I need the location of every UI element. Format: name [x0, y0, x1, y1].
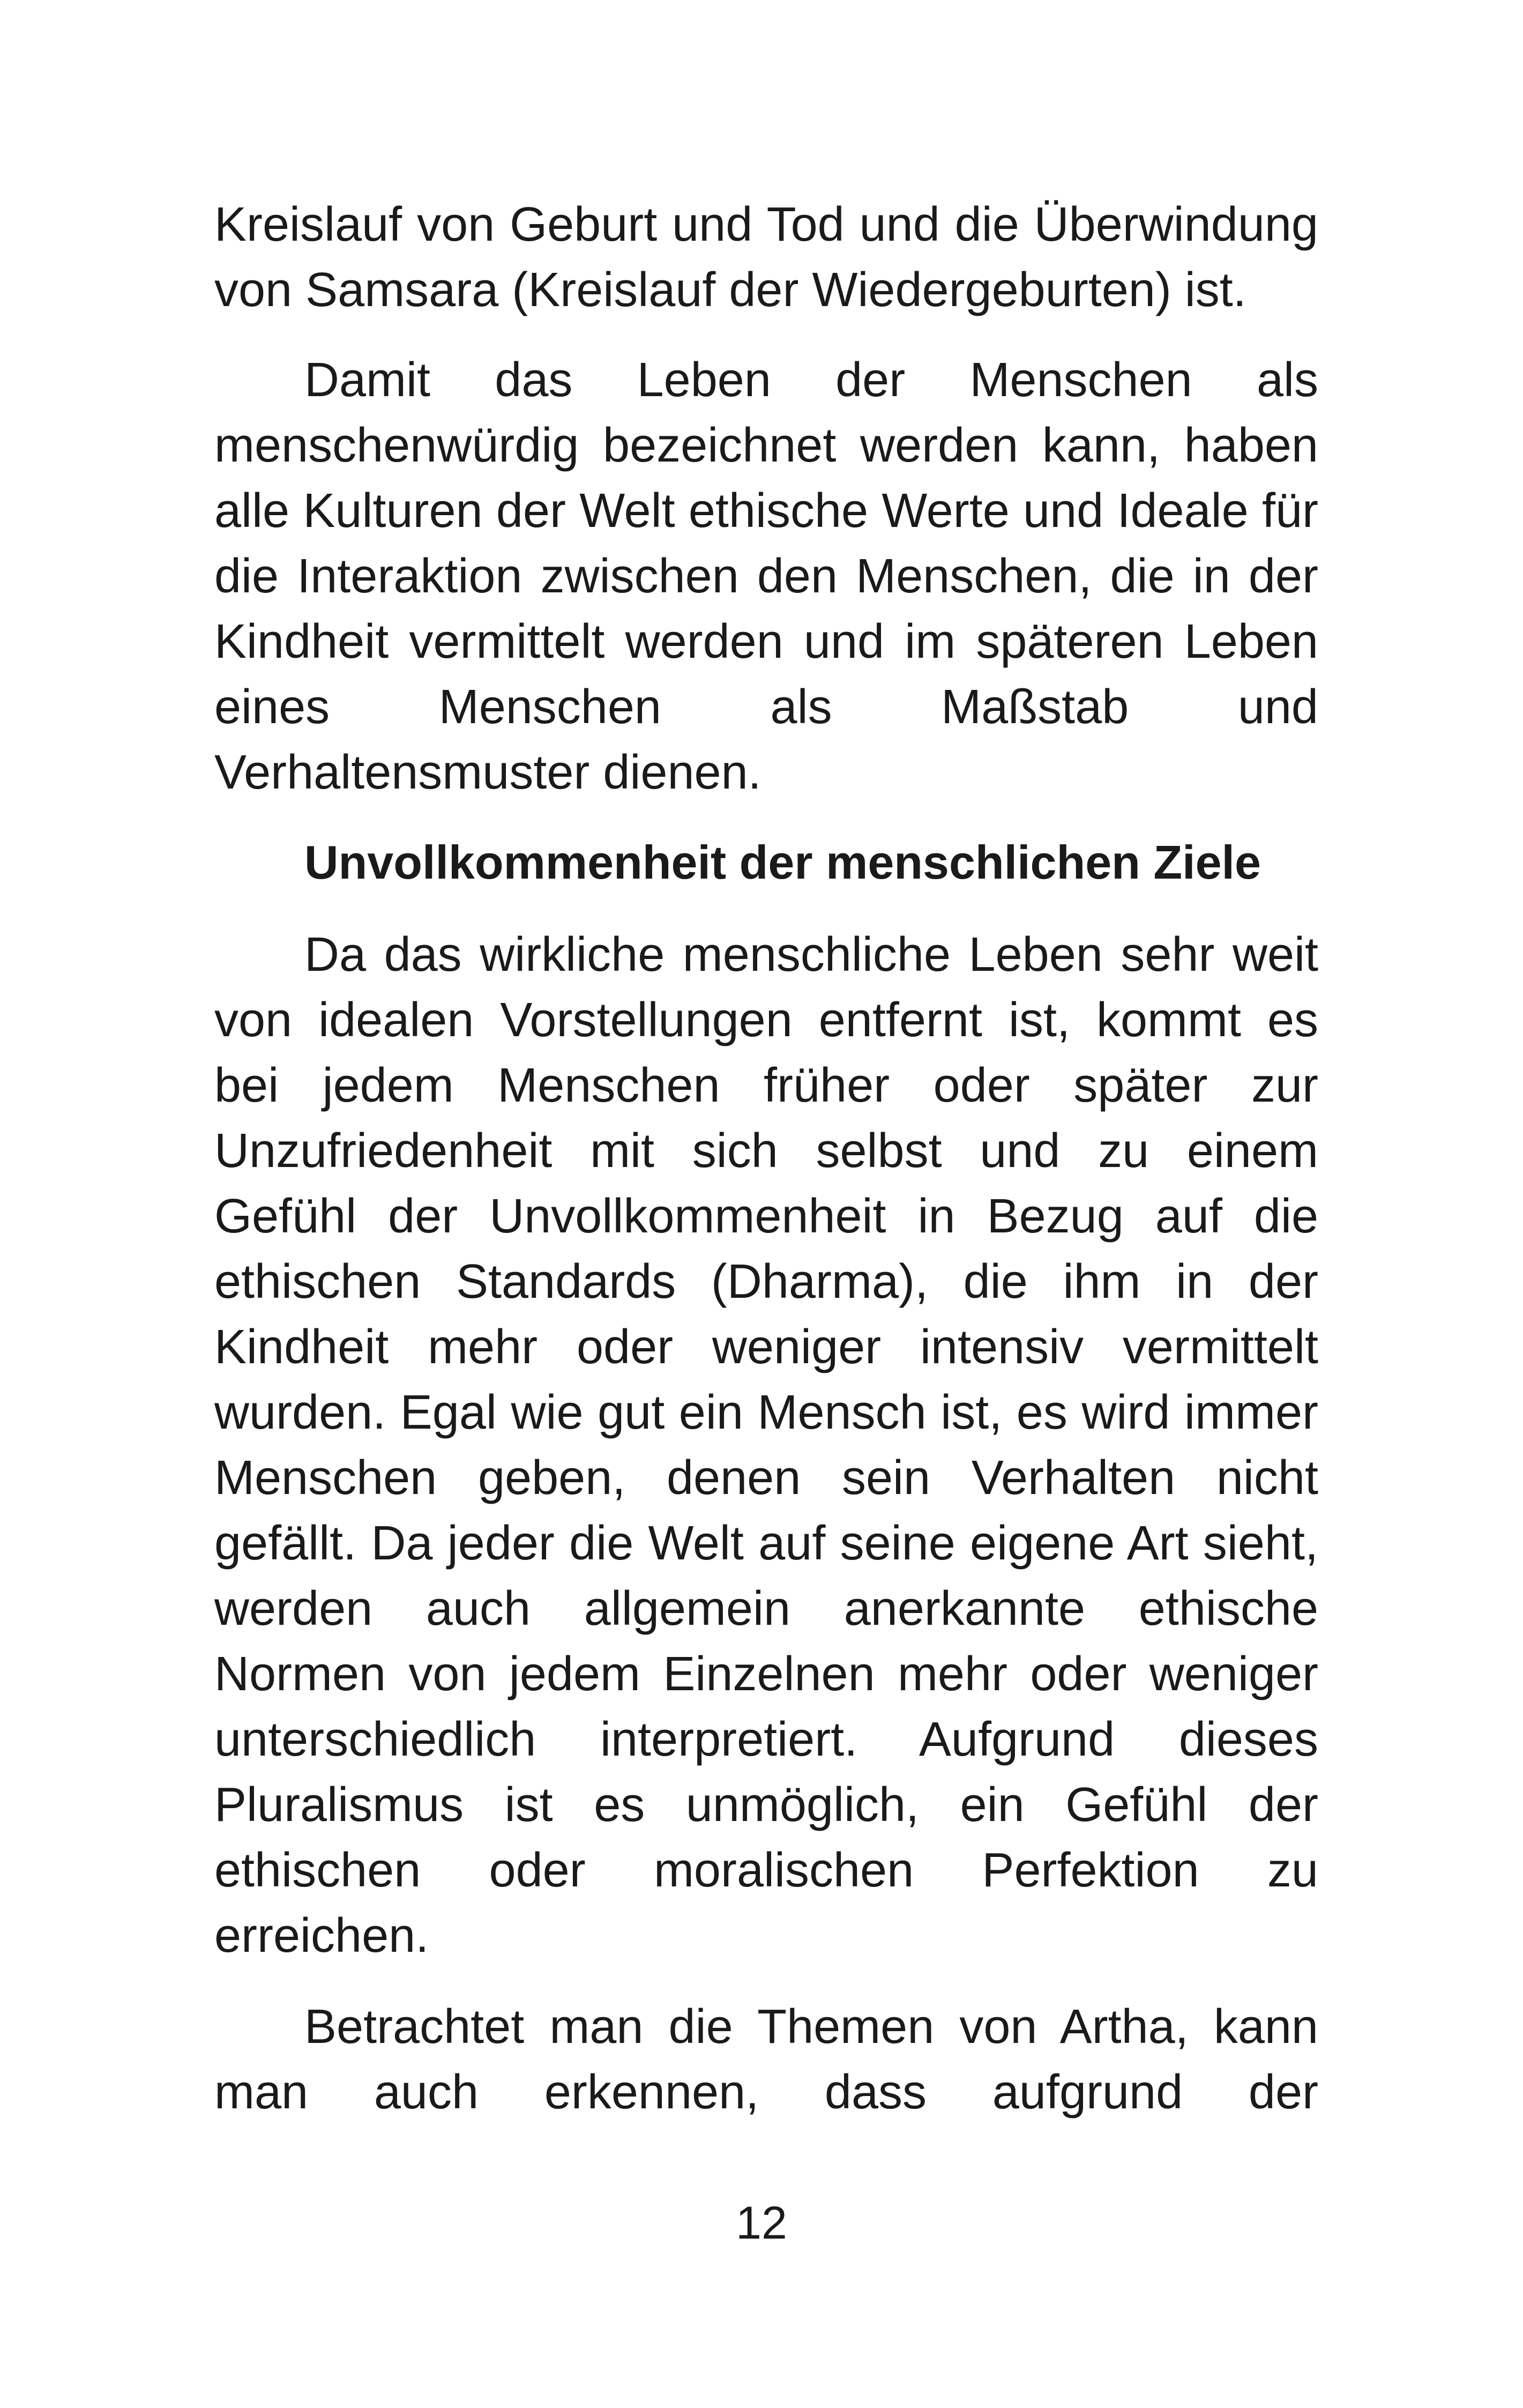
paragraph-ethical-values: Damit das Leben der Menschen als menschenwürdig bezeichnet werden kann, haben alle Kulturen der Welt ethische Werte und Ideale für die Interaktion zwischen den Menschen, die in der Kindheit vermittelt werden und im späteren Leben eines Menschen als Maßstab und Verhaltensmuster dienen. [214, 353, 1318, 799]
paragraph-artha: Betrachtet man die Themen von Artha, kann man auch erkennen, dass aufgrund der [214, 2000, 1318, 2119]
paragraph-imperfection: Da das wirkliche menschliche Leben sehr weit von idealen Vorstellungen entfernt ist, kommt es bei jedem Menschen früher oder später zur Unzufriedenheit mit sich selbst und zu einem Gefühl der Unvollkommenheit in Bezug auf die ethischen Standards (Dharma), die ihm in der Kindheit mehr oder weniger intensiv vermittelt wurden. Egal wie gut ein Mensch ist, es wird immer Menschen geben, denen sein Verhalten nicht gefällt. Da jeder die Welt auf seine eigene Art sieht, werden auch allgemein anerkannte ethische Normen von jedem Einzelnen mehr oder weniger unterschiedlich interpretiert. Aufgrund dieses Pluralismus ist es unmöglich, ein Gefühl der ethischen oder moralischen Perfektion zu erreichen. [214, 928, 1318, 1963]
paragraph-continuation: Kreislauf von Geburt und Tod und die Überwindung von Samsara (Kreislauf der Wiedergeburten) ist. [214, 198, 1318, 317]
page-number: 12 [736, 2197, 787, 2249]
page-body [214, 192, 1318, 2125]
section-heading: Unvollkommenheit der menschlichen Ziele [304, 836, 1261, 889]
